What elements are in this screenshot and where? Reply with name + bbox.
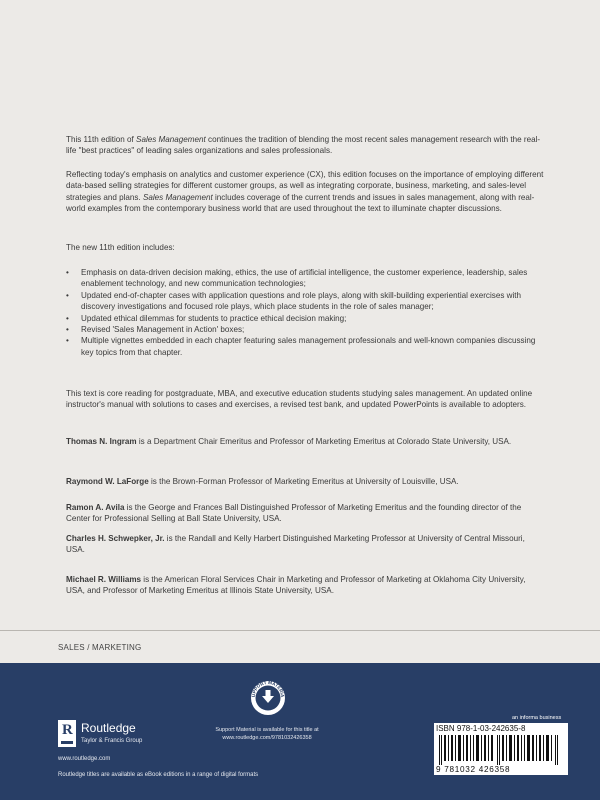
- author-bio: Ramon A. Avila is the George and Frances Ball Distinguished Professor of Marketing Emeritus and the founding director of the Center for Professional Selling at Ball State University, USA.: [66, 503, 522, 524]
- support-material-note: Support Material is available for this title at www.routledge.com/9781032426358: [200, 726, 334, 742]
- audience-paragraph: This text is core reading for postgraduate, MBA, and executive education students studying sales management. An updated online instructor's manual with solutions to cases and exercises, a revised test bank, and updated PowerPoints is available to adopters.: [66, 389, 533, 410]
- list-item: • Updated end-of-chapter cases with application questions and role plays, along with skill-building experiential exercises with discovery investigations and focused role plays, which place students in the role of sales manager;: [66, 290, 544, 313]
- barcode-icon: [437, 735, 565, 765]
- author-bio: Raymond W. LaForge is the Brown-Forman Professor of Marketing Emeritus at University of Louisville, USA.: [66, 477, 459, 486]
- list-item: • Updated ethical dilemmas for students to practice ethical decision making;: [66, 313, 544, 324]
- list-item: • Emphasis on data-driven decision making, ethics, the use of artificial intelligence, the customer experience, leadership, sales enablement technology, and new communication technologies;: [66, 267, 544, 290]
- includes-heading: The new 11th edition includes:: [66, 243, 175, 252]
- barcode-digits: 9 781032 426358: [436, 765, 511, 774]
- svg-text:SUPPORT MATERIAL: UPPORT MATERIA: [250, 680, 286, 698]
- isbn-label: ISBN 978-1-03-242635-8: [436, 724, 526, 733]
- publisher-website: www.routledge.com: [58, 756, 111, 762]
- author-bio: Michael R. Williams is the American Floral Services Chair in Marketing and Professor of Marketing at Oklahoma City University, USA, and Professor of Marketing Emeritus at Illinois State University, USA.: [66, 575, 526, 596]
- publisher-group: Taylor & Francis Group: [81, 738, 143, 744]
- isbn-barcode: [434, 723, 568, 775]
- author-name: Thomas N. Ingram: [66, 437, 137, 446]
- informa-tagline: an informa business: [512, 715, 562, 721]
- author-name: Raymond W. LaForge: [66, 477, 149, 486]
- support-material-icon: [250, 680, 286, 716]
- ebook-note: Routledge titles are available as eBook editions in a range of digital formats: [58, 772, 259, 778]
- book-title: Sales Management: [136, 135, 206, 144]
- focus-paragraph: Reflecting today's emphasis on analytics and customer experience (CX), this edition focuses on the importance of employing different data-based selling strategies for different customer groups, as well as integrating corporate, business, marketing, and sales-level strategies and plans. Sales Management includes coverage of the current trends and issues in sales management, along with real-world examples from the contemporary business world that are used throughout the text to illuminate chapter discussions.: [66, 170, 544, 214]
- book-title: Sales Management: [142, 192, 213, 202]
- publisher-name: Routledge: [81, 721, 136, 735]
- intro-paragraph: This 11th edition of Sales Management continues the tradition of blending the most recent sales management research with the real-life "best practices" of leading sales organizations and sales professionals.: [66, 135, 541, 156]
- back-cover-blurb: [66, 134, 544, 157]
- feature-list: [66, 267, 544, 358]
- divider: [0, 630, 600, 631]
- author-name: Charles H. Schwepker, Jr.: [66, 534, 165, 543]
- subject-category: SALES / MARKETING: [58, 643, 142, 652]
- list-item: • Revised 'Sales Management in Action' boxes;: [66, 324, 544, 335]
- author-bio: Thomas N. Ingram is a Department Chair Emeritus and Professor of Marketing Emeritus at Colorado State University, USA.: [66, 437, 512, 446]
- support-url: www.routledge.com/9781032426358: [222, 735, 312, 741]
- routledge-logo-icon: R: [58, 720, 76, 747]
- author-name: Ramon A. Avila: [66, 503, 125, 512]
- list-item: • Multiple vignettes embedded in each chapter featuring sales management professionals and well-known companies discussing key topics from that chapter.: [66, 335, 544, 358]
- author-name: Michael R. Williams: [66, 575, 142, 584]
- author-bio: Charles H. Schwepker, Jr. is the Randall and Kelly Harbert Distinguished Marketing Professor at University of Central Missouri, USA.: [66, 534, 525, 555]
